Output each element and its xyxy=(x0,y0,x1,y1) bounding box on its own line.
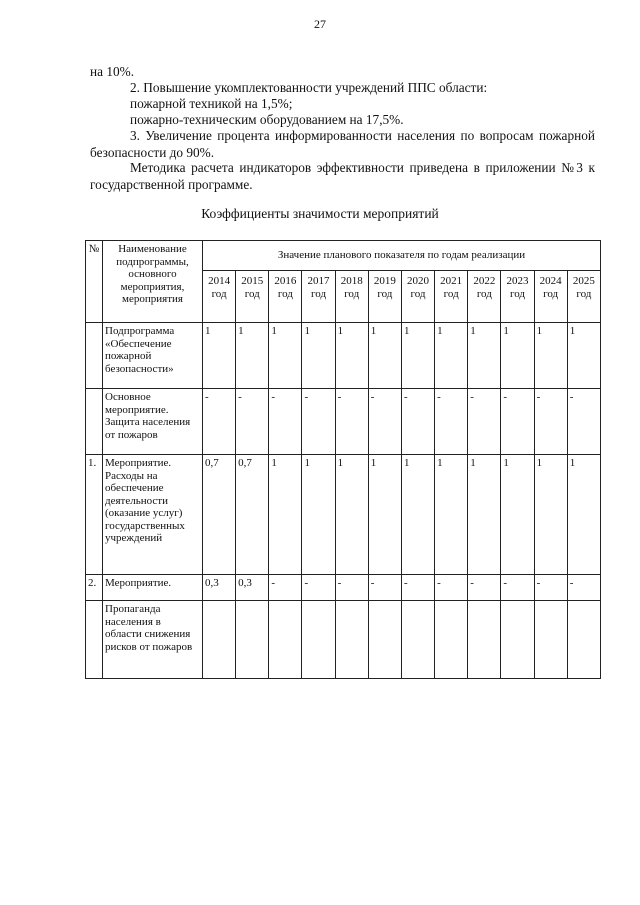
row-num: 2. xyxy=(86,575,103,601)
value-cell: 1 xyxy=(302,455,335,575)
paragraph-methodology: Методика расчета индикаторов эффективности приведена в приложении №3 к государственной программе. xyxy=(90,160,595,192)
value-cell: - xyxy=(335,575,368,601)
value-cell: - xyxy=(236,389,269,455)
value-cell: - xyxy=(368,575,401,601)
value-cell: 1 xyxy=(468,323,501,389)
value-cell: 1 xyxy=(534,323,567,389)
value-cell: - xyxy=(368,389,401,455)
value-cell xyxy=(401,601,434,679)
header-year: 2022 год xyxy=(468,271,501,323)
value-cell: 1 xyxy=(435,455,468,575)
header-year: 2024 год xyxy=(534,271,567,323)
value-cell: - xyxy=(468,575,501,601)
value-cell: 1 xyxy=(501,455,534,575)
header-values: Значение планового показателя по годам реализации xyxy=(203,241,601,271)
value-cell: 1 xyxy=(269,455,302,575)
header-year: 2018 год xyxy=(335,271,368,323)
value-cell: 1 xyxy=(236,323,269,389)
value-cell: - xyxy=(401,389,434,455)
table-title: Коэффициенты значимости мероприятий xyxy=(201,206,439,221)
value-cell: - xyxy=(302,575,335,601)
paragraph-fire-equipment: пожарной техникой на 1,5%; xyxy=(130,96,293,111)
header-year: 2021 год xyxy=(435,271,468,323)
value-cell: - xyxy=(269,389,302,455)
value-cell: - xyxy=(468,389,501,455)
header-year: 2016 год xyxy=(269,271,302,323)
row-name: Основное мероприятие. Защита населения от пожаров xyxy=(103,389,203,455)
value-cell: 0,7 xyxy=(236,455,269,575)
row-num xyxy=(86,601,103,679)
value-cell: 1 xyxy=(567,323,600,389)
value-cell xyxy=(335,601,368,679)
value-cell: 0,3 xyxy=(236,575,269,601)
header-year: 2015 год xyxy=(236,271,269,323)
page-number: 27 xyxy=(314,17,326,31)
value-cell: 1 xyxy=(302,323,335,389)
table-row xyxy=(86,575,601,601)
value-cell: 1 xyxy=(401,455,434,575)
header-year: 2017 год xyxy=(302,271,335,323)
paragraph-awareness: 3. Увеличение процента информированности населения по вопросам пожарной безопасности до 90%. xyxy=(90,128,595,160)
header-year: 2019 год xyxy=(368,271,401,323)
value-cell: - xyxy=(302,389,335,455)
value-cell xyxy=(302,601,335,679)
value-cell xyxy=(435,601,468,679)
value-cell: - xyxy=(435,575,468,601)
header-year: 2023 год xyxy=(501,271,534,323)
value-cell: 1 xyxy=(534,455,567,575)
value-cell xyxy=(236,601,269,679)
value-cell: 1 xyxy=(435,323,468,389)
value-cell: 0,3 xyxy=(203,575,236,601)
value-cell: - xyxy=(203,389,236,455)
row-name: Мероприятие. Расходы на обеспечение деятельности (оказание услуг) государственных учреждений xyxy=(103,455,203,575)
header-year: 2025 год xyxy=(567,271,600,323)
value-cell: - xyxy=(501,575,534,601)
value-cell: - xyxy=(401,575,434,601)
row-num: 1. xyxy=(86,455,103,575)
row-num xyxy=(86,389,103,455)
coefficients-table xyxy=(85,240,601,679)
value-cell: 1 xyxy=(269,323,302,389)
row-name: Пропаганда населения в области снижения рисков от пожаров xyxy=(103,601,203,679)
value-cell: 1 xyxy=(203,323,236,389)
value-cell: - xyxy=(567,389,600,455)
value-cell xyxy=(567,601,600,679)
table-row xyxy=(86,389,601,455)
row-num xyxy=(86,323,103,389)
value-cell: 1 xyxy=(567,455,600,575)
value-cell: 1 xyxy=(401,323,434,389)
paragraph-technical-equipment: пожарно-техническим оборудованием на 17,5%. xyxy=(130,112,404,127)
value-cell: - xyxy=(534,389,567,455)
value-cell xyxy=(368,601,401,679)
value-cell xyxy=(468,601,501,679)
header-num: № xyxy=(86,241,103,323)
header-name: Наименование подпрограммы, основного мероприятия, мероприятия xyxy=(103,241,203,323)
value-cell: 1 xyxy=(368,455,401,575)
value-cell xyxy=(203,601,236,679)
value-cell: - xyxy=(335,389,368,455)
row-name: Подпрограмма «Обеспечение пожарной безопасности» xyxy=(103,323,203,389)
value-cell xyxy=(269,601,302,679)
header-year: 2014 год xyxy=(203,271,236,323)
value-cell xyxy=(501,601,534,679)
value-cell: - xyxy=(435,389,468,455)
paragraph-staffing: 2. Повышение укомплектованности учреждений ППС области: xyxy=(130,80,488,95)
value-cell: 1 xyxy=(335,323,368,389)
table-row xyxy=(86,601,601,679)
table-row xyxy=(86,323,601,389)
value-cell: 0,7 xyxy=(203,455,236,575)
value-cell: - xyxy=(567,575,600,601)
value-cell: - xyxy=(501,389,534,455)
table-row xyxy=(86,455,601,575)
row-name: Мероприятие. xyxy=(103,575,203,601)
header-year: 2020 год xyxy=(401,271,434,323)
value-cell: 1 xyxy=(368,323,401,389)
value-cell xyxy=(534,601,567,679)
paragraph-continuation: на 10%. xyxy=(90,64,135,79)
value-cell: 1 xyxy=(468,455,501,575)
value-cell: - xyxy=(534,575,567,601)
value-cell: - xyxy=(269,575,302,601)
value-cell: 1 xyxy=(501,323,534,389)
value-cell: 1 xyxy=(335,455,368,575)
